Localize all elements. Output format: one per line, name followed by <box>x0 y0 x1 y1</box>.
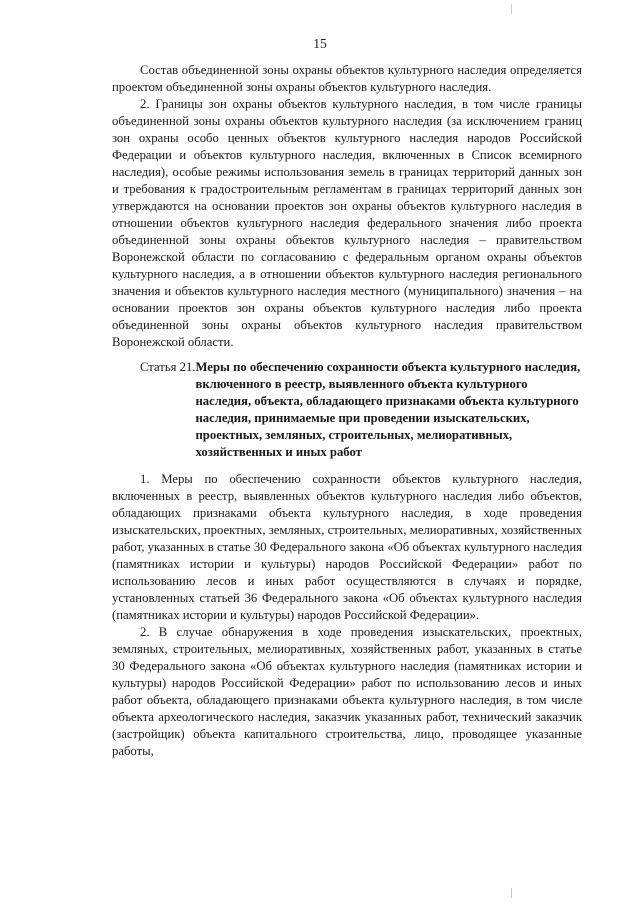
article-heading <box>112 359 582 461</box>
scan-artifact-bottom <box>511 888 512 898</box>
paragraph-preservation-measures: 1. Меры по обеспечению сохранности объектов культурного наследия, включенных в реестр, выявленных объектов культурного наследия либо объектов, обладающих признаками объекта культурного наследия, в ходе проведения изыскательских, проектных, земляных, строительных, мелиоративных, хозяйственных работ, указанных в статье 30 Федерального закона «Об объектах культурного наследия (памятниках истории и культуры) народов Российской Федерации» работ по использованию лесов и иных работ осуществляются в случаях и порядке, установленных статьей 36 Федерального закона «Об объектах культурного наследия (памятниках истории и культуры) народов Российской Федерации». <box>112 472 582 622</box>
document-body <box>112 62 582 760</box>
paragraph-object-discovery: 2. В случае обнаружения в ходе проведения изыскательских, проектных, земляных, строительных, мелиоративных, хозяйственных работ, указанных в статье 30 Федерального закона «Об объектах культурного наследия (памятниках истории и культуры) народов Российской Федерации» работ по использованию лесов и иных работ объекта, обладающего признаками объекта культурного наследия, в том числе объекта археологического наследия, заказчик указанных работ, технический заказчик (застройщик) объекта капитального строительства, лицо, проводящее указанные работы, <box>112 625 582 758</box>
article-title <box>196 359 583 461</box>
page-number: 15 <box>313 36 327 51</box>
article-title-text: Меры по обеспечению сохранности объекта культурного наследия, включенного в реестр, выявленного объекта культурного наследия, объекта, обладающего признаками объекта культурного наследия, принимаемые при проведении изыскательских, проектных, земляных, строительных, мелиоративных, хозяйственных и иных работ <box>195 360 581 459</box>
paragraph-zone-boundaries: 2. Границы зон охраны объектов культурного наследия, в том числе границы объединенной зоны охраны объектов культурного наследия (за исключением границ зон охраны особо ценных объектов культурного наследия народов Российской Федерации и объектов культурного наследия, включенных в Список всемирного наследия), особые режимы использования земель в границах территорий данных зон и требования к градостроительным регламентам в границах территорий данных зон утверждаются на основании проектов зон охраны объектов культурного наследия в отношении объектов культурного наследия федерального значения либо проекта объединенной зоны охраны объектов культурного наследия – правительством Воронежской области по согласованию с федеральным органом охраны объектов культурного наследия, а в отношении объектов культурного наследия регионального значения и объектов культурного наследия местного (муниципального) значения – на основании проектов зон охраны объектов культурного наследия либо проекта объединенной зоны охраны объектов культурного наследия правительством Воронежской области. <box>112 97 582 349</box>
article-number: Статья 21. <box>140 360 196 374</box>
paragraph-zone-composition: Состав объединенной зоны охраны объектов культурного наследия определяется проектом объединенной зоны охраны объектов культурного наследия. <box>112 63 582 94</box>
scan-artifact-top <box>511 4 512 14</box>
